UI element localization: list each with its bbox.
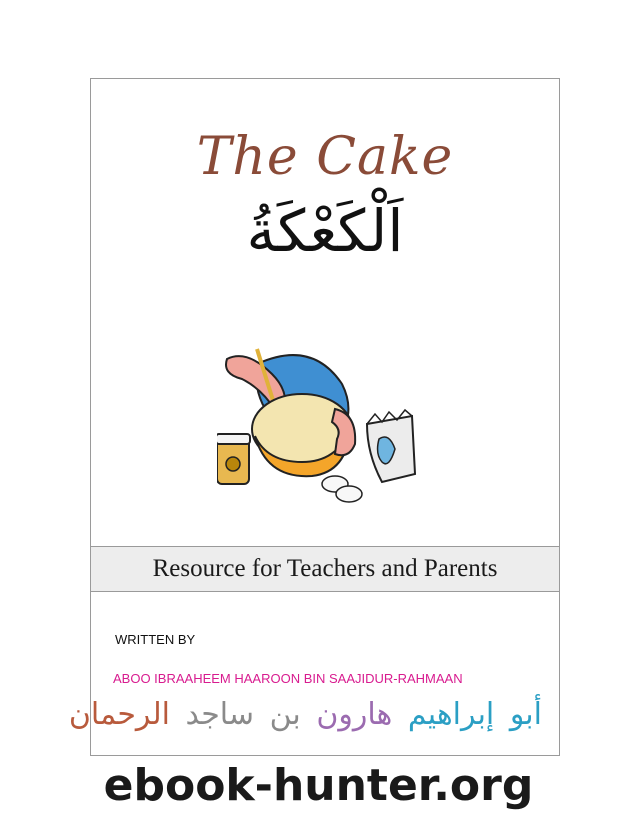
arabic-title: اَلْكَعْكَةُ (246, 197, 404, 265)
egg (336, 486, 362, 502)
author-name-arabic (68, 697, 545, 732)
baking-illustration (217, 344, 422, 504)
author-name-english: ABOO IBRAAHEEM HAAROON BIN SAAJIDUR-RAHMAAN (113, 671, 463, 686)
written-by-label: WRITTEN BY (115, 632, 196, 647)
book-cover (68, 78, 560, 756)
author-ar-word: الرحمان (68, 697, 170, 732)
author-ar-word: إبراهيم (407, 697, 495, 732)
book-title: The Cake (196, 127, 454, 187)
resource-banner: Resource for Teachers and Parents (91, 546, 559, 592)
author-ar-word: ساجد (185, 697, 255, 732)
author-ar-word: أبو (509, 697, 542, 732)
author-ar-word: بن (269, 697, 301, 732)
author-ar-word: هارون (316, 697, 393, 732)
watermark-text: ebook-hunter.org (103, 760, 534, 811)
